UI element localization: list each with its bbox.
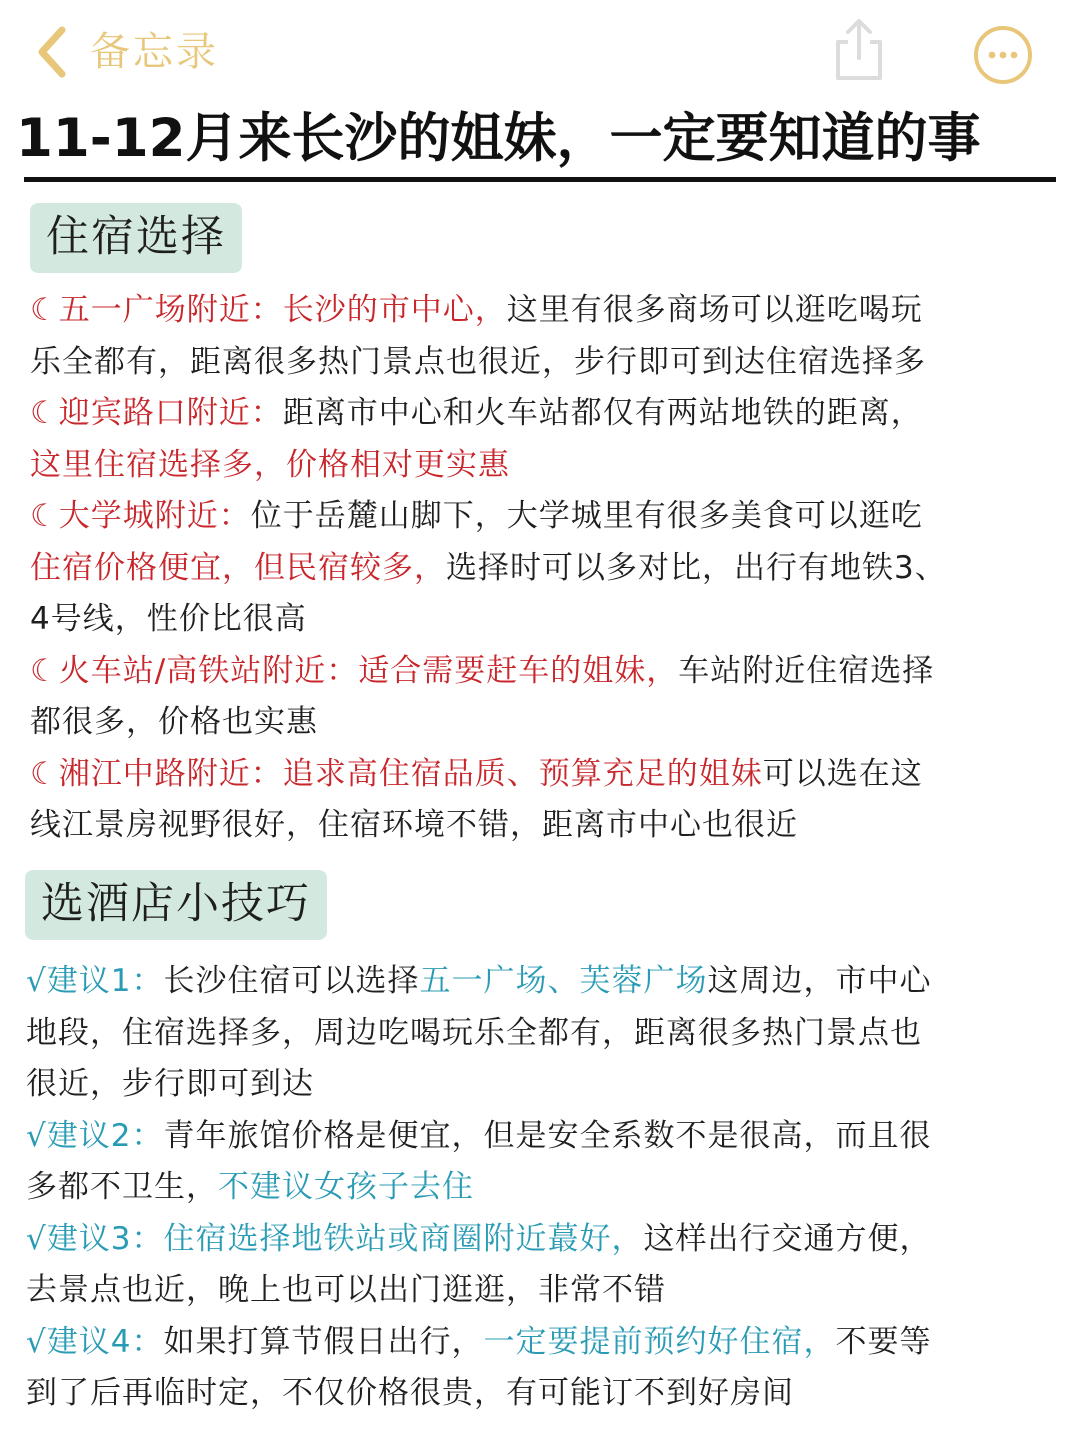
highlight-text: 五一广场、芙蓉广场 <box>419 963 708 999</box>
body-text: 去景点也近，晚上也可以出门逛逛，非常不错 <box>26 1272 666 1308</box>
body-text: 长沙住宿可以选择 <box>163 963 420 999</box>
body-text: 都很多，价格也实惠 <box>30 704 318 740</box>
title-divider <box>24 177 1056 182</box>
back-label[interactable]: 备忘录 <box>90 29 219 75</box>
text-line <box>30 388 1070 440</box>
area-label: ☾大学城附近： <box>30 498 251 534</box>
text-line <box>30 697 1070 749</box>
highlight-text: 长沙的市中心， <box>282 292 507 328</box>
text-line <box>30 543 1070 595</box>
lodging-options-text <box>30 285 1070 852</box>
note-title: 11-12月来长沙的姐妹，一定要知道的事 <box>16 108 981 169</box>
area-label: ☾迎宾路口附近： <box>30 395 283 431</box>
body-text: 这样出行交通方便， <box>643 1220 932 1257</box>
body-text: 到了后再临时定，不仅价格很贵，有可能订不到好房间 <box>26 1375 794 1411</box>
text-line <box>26 1111 1066 1163</box>
highlight-text: 适合需要赶车的姐妹， <box>358 652 679 689</box>
text-line <box>30 337 1070 389</box>
area-label: ☾火车站/高铁站附近： <box>30 652 359 689</box>
top-bar <box>0 0 1080 100</box>
highlight-text: 不建议女孩子去住 <box>218 1169 474 1205</box>
tip-label: √建议3： <box>26 1220 164 1257</box>
body-text: 选择时可以多对比，出行有地铁3、 <box>446 549 947 586</box>
text-line <box>30 594 1070 646</box>
share-icon[interactable] <box>830 16 888 84</box>
body-text: 线江景房视野很好，住宿环境不错，距离市中心也很近 <box>30 807 798 843</box>
body-text: 位于岳麓山脚下，大学城里有很多美食可以逛吃 <box>250 498 923 534</box>
tip-label: √建议4： <box>26 1323 164 1360</box>
text-line <box>26 956 1066 1008</box>
body-text: 乐全都有，距离很多热门景点也很近，步行即可到达住宿选择多 <box>30 343 926 380</box>
text-line <box>26 1214 1066 1266</box>
body-text: 不要等 <box>835 1323 932 1360</box>
hotel-tips-text <box>26 956 1066 1420</box>
text-line <box>30 440 1070 492</box>
tip-label: √建议2： <box>26 1117 164 1154</box>
highlight-text: 一定要提前预约好住宿， <box>483 1323 836 1360</box>
body-text: 这里有很多商场可以逛吃喝玩 <box>506 292 923 328</box>
text-line <box>30 749 1070 801</box>
text-line <box>26 1059 1066 1111</box>
tip-label: √建议1： <box>26 963 164 999</box>
section-heading-hotel-tips: 选酒店小技巧 <box>25 870 327 940</box>
area-label: ☾湘江中路附近： <box>30 755 283 792</box>
text-line <box>26 1317 1066 1369</box>
body-text: 可以选在这 <box>762 755 923 792</box>
text-line <box>30 285 1070 337</box>
body-text: 很近，步行即可到达 <box>26 1066 314 1102</box>
body-text: 如果打算节假日出行， <box>163 1323 484 1360</box>
text-line <box>30 646 1070 698</box>
chevron-left-icon[interactable] <box>30 24 74 80</box>
text-line <box>26 1368 1066 1420</box>
highlight-text: 这里住宿选择多，价格相对更实惠 <box>30 446 510 483</box>
body-text: 多都不卫生， <box>26 1169 218 1205</box>
body-text: 车站附近住宿选择 <box>678 652 935 689</box>
section-heading-lodging: 住宿选择 <box>30 203 242 273</box>
highlight-text: 住宿选择地铁站或商圈附近蕞好， <box>163 1220 644 1257</box>
highlight-text: 追求高住宿品质、预算充足的姐妹 <box>282 755 763 792</box>
body-text: 青年旅馆价格是便宜，但是安全系数不是很高，而且很 <box>163 1117 932 1154</box>
area-label: ☾五一广场附近： <box>30 292 283 328</box>
more-options-icon[interactable] <box>972 24 1034 86</box>
body-text: 这周边，市中心 <box>707 963 932 999</box>
text-line <box>30 491 1070 543</box>
body-text: 距离市中心和火车站都仅有两站地铁的距离， <box>282 395 923 431</box>
text-line <box>30 800 1070 852</box>
text-line <box>26 1162 1066 1214</box>
highlight-text: 住宿价格便宜，但民宿较多， <box>30 549 446 586</box>
text-line <box>26 1008 1066 1060</box>
text-line <box>26 1265 1066 1317</box>
body-text: 4号线，性价比很高 <box>30 601 307 637</box>
body-text: 地段，住宿选择多，周边吃喝玩乐全都有，距离很多热门景点也 <box>26 1014 922 1051</box>
